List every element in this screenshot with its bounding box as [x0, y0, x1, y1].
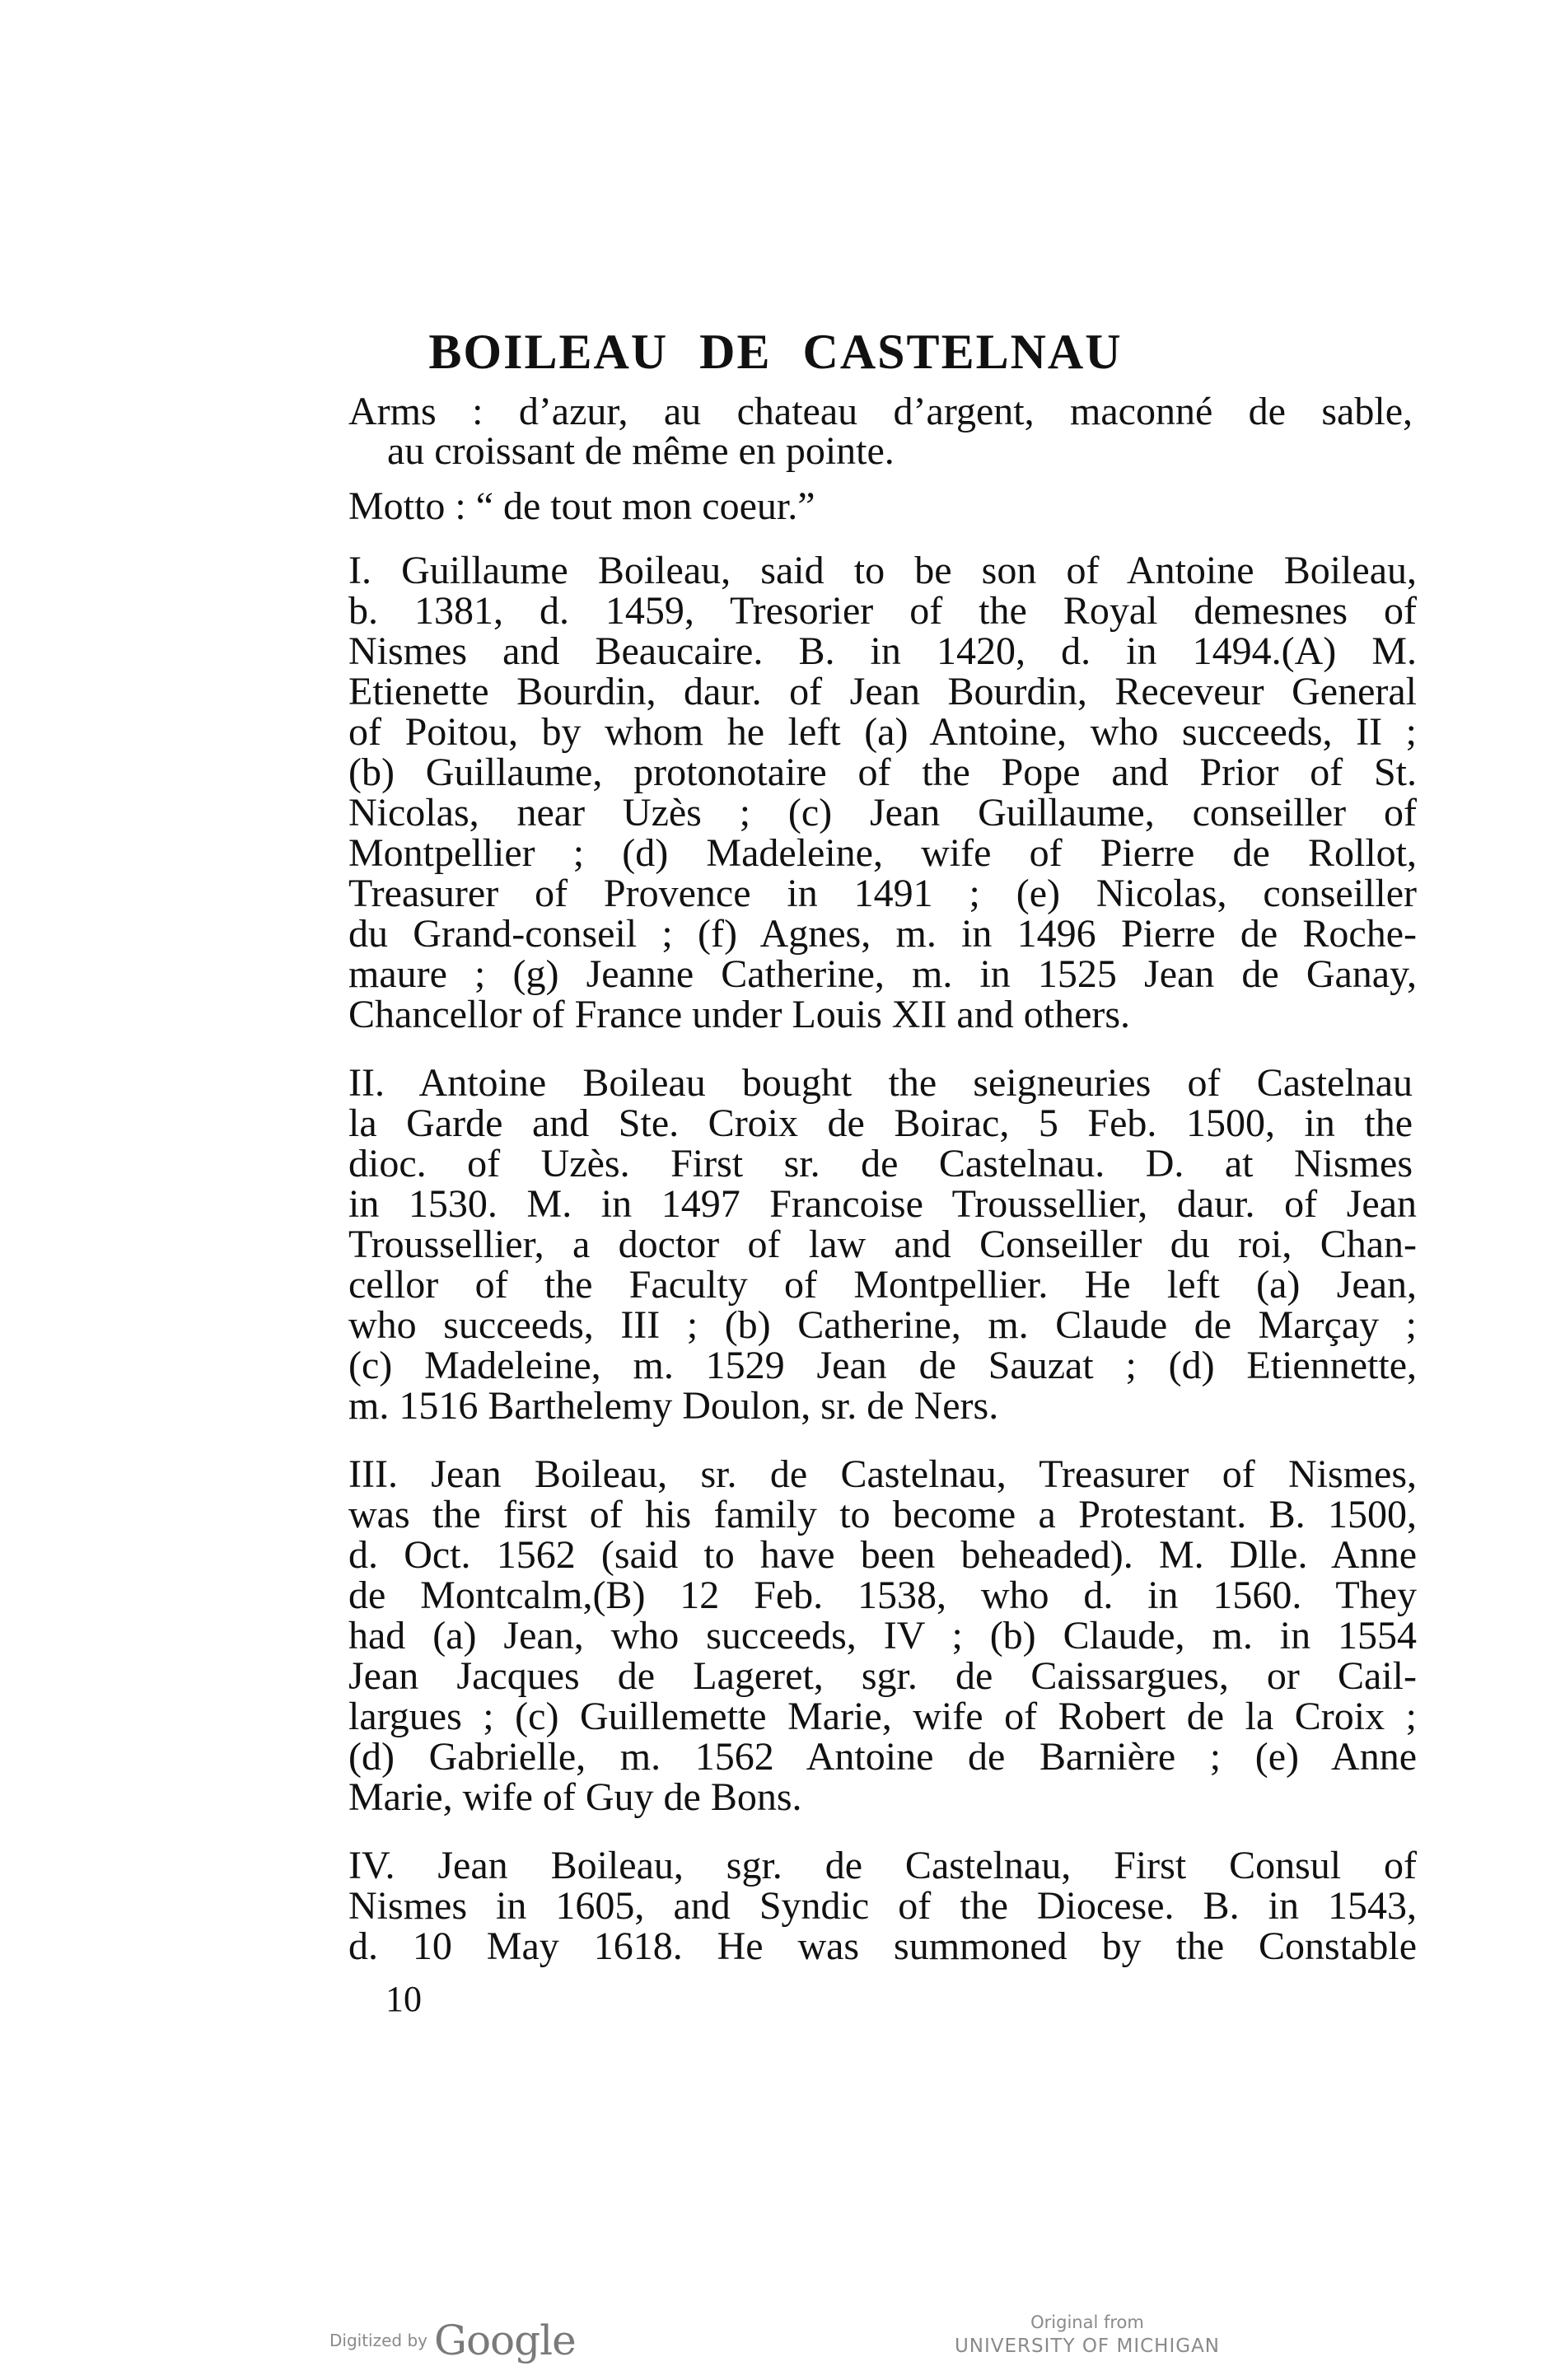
motto-line: Motto : “ de tout mon coeur.”	[348, 484, 815, 528]
text-line: Jean Jacques de Lageret, sgr. de Caissargues, or Cail-	[348, 1654, 1417, 1698]
original-from-label: Original from	[1030, 2312, 1144, 2332]
text-line: (d) Gabrielle, m. 1562 Antoine de Barnière ; (e) Anne	[348, 1735, 1417, 1779]
digitized-by-label: Digitized by	[329, 2331, 427, 2350]
original-from-watermark	[947, 2311, 1227, 2359]
text-line: in 1530. M. in 1497 Francoise Troussellier, daur. of Jean	[348, 1182, 1417, 1226]
text-line: who succeeds, III ; (b) Catherine, m. Claude de Marçay ;	[348, 1303, 1417, 1347]
text-line: (c) Madeleine, m. 1529 Jean de Sauzat ; (d) Etiennette,	[348, 1344, 1417, 1387]
text-line: d. 10 May 1618. He was summoned by the Constable	[348, 1924, 1417, 1968]
digitized-by-watermark	[329, 2317, 576, 2364]
text-line: of Poitou, by whom he left (a) Antoine, who succeeds, II ;	[348, 710, 1417, 754]
text-line: (b) Guillaume, protonotaire of the Pope and Prior of St.	[348, 750, 1417, 794]
google-logo: Google	[434, 2317, 576, 2364]
text-line: Chancellor of France under Louis XII and others.	[348, 993, 1131, 1036]
text-line: Marie, wife of Guy de Bons.	[348, 1775, 802, 1819]
arms-line-1: Arms : d’azur, au chateau d’argent, maconné de sable,	[348, 390, 1413, 433]
text-line: maure ; (g) Jeanne Catherine, m. in 1525 Jean de Ganay,	[348, 952, 1417, 996]
page-number: 10	[385, 1979, 422, 2019]
text-line: was the first of his family to become a Protestant. B. 1500,	[348, 1493, 1417, 1536]
text-line: IV. Jean Boileau, sgr. de Castelnau, First Consul of	[348, 1844, 1417, 1887]
text-line: Montpellier ; (d) Madeleine, wife of Pierre de Rollot,	[348, 831, 1417, 875]
text-line: I. Guillaume Boileau, said to be son of Antoine Boileau,	[348, 549, 1417, 592]
text-line: Etienette Bourdin, daur. of Jean Bourdin, Receveur General	[348, 670, 1417, 713]
text-line: m. 1516 Barthelemy Doulon, sr. de Ners.	[348, 1384, 999, 1428]
text-line: Nicolas, near Uzès ; (c) Jean Guillaume, conseiller of	[348, 791, 1417, 835]
text-line: II. Antoine Boileau bought the seigneuries of Castelnau	[348, 1061, 1413, 1105]
text-line: III. Jean Boileau, sr. de Castelnau, Treasurer of Nismes,	[348, 1452, 1417, 1496]
text-line: d. Oct. 1562 (said to have been beheaded). M. Dlle. Anne	[348, 1533, 1417, 1577]
title-word-boileau: BOILEAU	[428, 325, 669, 379]
text-line: b. 1381, d. 1459, Tresorier of the Royal demesnes of	[348, 589, 1417, 633]
text-line: Treasurer of Provence in 1491 ; (e) Nicolas, conseiller	[348, 872, 1417, 915]
arms-line-2: au croissant de même en pointe.	[387, 429, 895, 473]
text-line: cellor of the Faculty of Montpellier. He left (a) Jean,	[348, 1263, 1417, 1307]
text-line: du Grand-conseil ; (f) Agnes, m. in 1496 Pierre de Roche-	[348, 912, 1417, 956]
title-word-de: DE	[699, 325, 772, 379]
text-line: de Montcalm,(B) 12 Feb. 1538, who d. in 1560. They	[348, 1573, 1417, 1617]
text-line: Nismes and Beaucaire. B. in 1420, d. in 1494.(A) M.	[348, 629, 1417, 673]
text-line: Troussellier, a doctor of law and Conseiller du roi, Chan-	[348, 1223, 1417, 1266]
text-line: la Garde and Ste. Croix de Boirac, 5 Feb. 1500, in the	[348, 1101, 1413, 1145]
text-line: largues ; (c) Guillemette Marie, wife of Robert de la Croix ;	[348, 1695, 1417, 1738]
institution-label: UNIVERSITY OF MICHIGAN	[954, 2336, 1221, 2357]
text-line: Nismes in 1605, and Syndic of the Diocese. B. in 1543,	[348, 1884, 1417, 1928]
page-title	[0, 323, 1551, 381]
text-line: dioc. of Uzès. First sr. de Castelnau. D. at Nismes	[348, 1142, 1413, 1185]
title-word-castelnau: CASTELNAU	[802, 325, 1123, 379]
text-line: had (a) Jean, who succeeds, IV ; (b) Claude, m. in 1554	[348, 1614, 1417, 1658]
